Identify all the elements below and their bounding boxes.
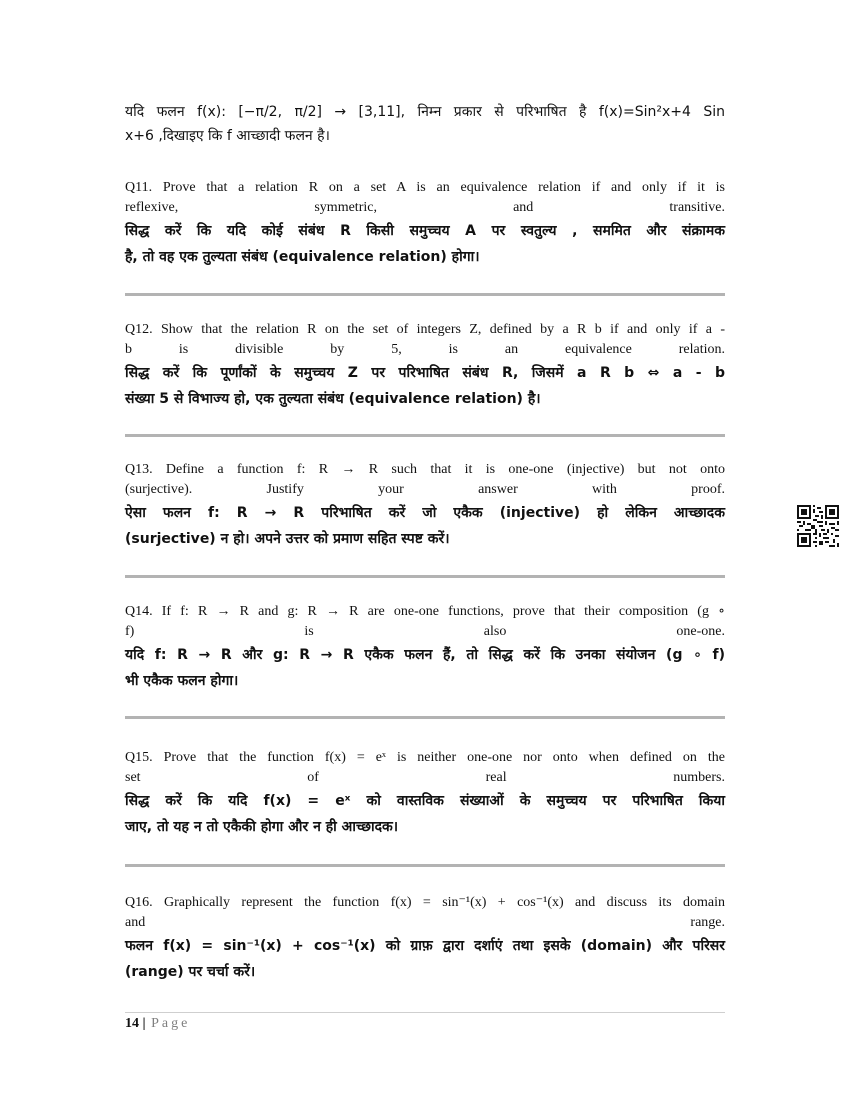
question-15: [125, 748, 725, 840]
question-text-en-2: b is divisible by 5, is an equivalence relation.: [125, 342, 725, 357]
question-13: [125, 460, 725, 552]
footer-separator: |: [142, 1016, 146, 1031]
question-text-en-1: Q14. If f: R → R and g: R → R are one-one functions, prove that their composition (g ∘: [125, 604, 725, 619]
question-text-hi-2: है, तो वह एक तुल्यता संबंध (equivalence relation) होगा।: [125, 249, 480, 265]
page-footer: [125, 1016, 190, 1032]
question-text-en-2: reflexive, symmetric, and transitive.: [125, 200, 725, 215]
question-text-en-2: set of real numbers.: [125, 770, 725, 785]
footer-divider: [125, 1012, 725, 1013]
question-text-hi-2: संख्या 5 से विभाज्य हो, एक तुल्यता संबंध (equivalence relation) है।: [125, 391, 541, 407]
question-text-en-2: (surjective). Justify your answer with proof.: [125, 482, 725, 497]
question-text-hi-1: फलन f(x) = sin⁻¹(x) + cos⁻¹(x) को ग्राफ़ द्वारा दर्शाएं तथा इसके (domain) और परिसर: [125, 938, 725, 954]
question-text-hi-2: (surjective) न हो। अपने उत्तर को प्रमाण सहित स्पष्ट करें।: [125, 531, 450, 547]
intro-line-1: यदि फलन f(x): [−π/2, π/2] → [3,11], निम्न प्रकार से परिभाषित है f(x)=Sin²x+4 Sin: [125, 104, 725, 120]
question-text-hi-2: (range) पर चर्चा करें।: [125, 964, 256, 980]
question-text-en-2: f) is also one-one.: [125, 624, 725, 639]
divider: [125, 575, 725, 578]
divider: [125, 434, 725, 437]
question-16: [125, 893, 725, 985]
question-text-en-2: and range.: [125, 915, 725, 930]
question-text-en-1: Q12. Show that the relation R on the set of integers Z, defined by a R b if and only if a -: [125, 322, 725, 337]
question-text-en-1: Q16. Graphically represent the function f(x) = sin⁻¹(x) + cos⁻¹(x) and discuss its domain: [125, 895, 725, 910]
divider: [125, 716, 725, 719]
question-text-hi-1: सिद्ध करें कि यदि कोई संबंध R किसी समुच्चय A पर स्वतुल्य , सममित और संक्रामक: [125, 223, 725, 239]
question-text-hi-1: सिद्ध करें कि यदि f(x) = eˣ को वास्तविक संख्याओं के समुच्चय पर परिभाषित किया: [125, 793, 725, 809]
question-text-en-1: Q13. Define a function f: R → R such that it is one-one (injective) but not onto: [125, 462, 725, 477]
divider: [125, 293, 725, 296]
question-text-hi-2: जाए, तो यह न तो एकैकी होगा और न ही आच्छादक।: [125, 819, 399, 835]
question-12: [125, 320, 725, 412]
question-text-en-1: Q11. Prove that a relation R on a set A is an equivalence relation if and only if it is: [125, 180, 725, 195]
question-text-hi-1: सिद्ध करें कि पूर्णांकों के समुच्चय Z पर परिभाषित संबंध R, जिसमें a R b ⇔ a - b: [125, 365, 725, 381]
qr-code-icon: [797, 505, 839, 547]
question-text-hi-2: भी एकैक फलन होगा।: [125, 673, 239, 689]
question-11: [125, 178, 725, 270]
intro-line-2: x+6 ,दिखाइए कि f आच्छादी फलन है।: [125, 128, 330, 144]
question-14: [125, 602, 725, 694]
question-text-hi-1: यदि f: R → R और g: R → R एकैक फलन हैं, तो सिद्ध करें कि उनका संयोजन (g ∘ f): [125, 647, 725, 663]
page-label: Page: [151, 1016, 191, 1031]
question-text-hi-1: ऐसा फलन f: R → R परिभाषित करें जो एकैक (injective) हो लेकिन आच्छादक: [125, 505, 725, 521]
intro-block: [125, 100, 725, 148]
page-number: 14: [125, 1016, 139, 1031]
divider: [125, 864, 725, 867]
question-text-en-1: Q15. Prove that the function f(x) = eˣ is neither one-one nor onto when defined on the: [125, 750, 725, 765]
